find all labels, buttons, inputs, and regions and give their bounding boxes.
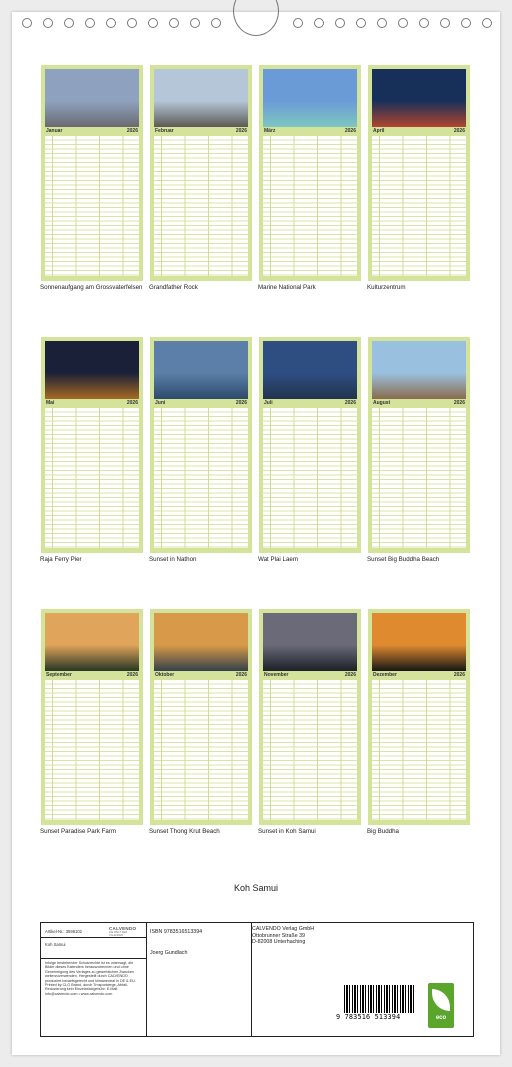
month-header: [45, 127, 139, 135]
photo-caption: Sunset in Nathon: [149, 556, 197, 563]
ring-hole: [398, 18, 408, 28]
month-photo: [45, 341, 139, 399]
month-year: 2026: [344, 672, 356, 678]
photo-caption: Wat Plai Laem: [258, 556, 299, 563]
isbn: ISBN 9783516513394: [150, 929, 203, 935]
month-name: Juni: [155, 400, 166, 406]
photo-caption: Sunset in Koh Samui: [258, 828, 316, 835]
month-name: Dezember: [373, 672, 397, 678]
ring-hole: [190, 18, 200, 28]
month-header: [263, 671, 357, 679]
photo-caption: Raja Ferry Pier: [40, 556, 82, 563]
product-title: Koh Samui: [45, 942, 66, 947]
month-year: 2026: [235, 128, 247, 134]
barcode: [336, 985, 418, 1021]
day-grid: [263, 680, 357, 820]
month-photo: [372, 341, 466, 399]
legal-notice: Infolge bestehender Schutzrechte ist es untersagt, die Bilder dieses Kalenders herauszutrennen und ohne Genehmigung des Verlages zu gewerblichen Zwecken weiterzuverwenden. Hergestellt durch CALVENDO produziert bedarfsgerecht und klimaneutral in DE & EU. Printed by CLO Brand, durch Trnsportwege, Abfall-Reduzierung kein Einzelstückgebühr. E-Mail: info@calvendo.com • www.calvendo.com: [45, 961, 136, 996]
month-header: [372, 127, 466, 135]
eco-label: eco: [435, 1015, 447, 1021]
barcode-bars: [344, 985, 416, 1013]
day-grid: [45, 680, 139, 820]
calvendo-logo: [109, 926, 141, 936]
month-name: Juli: [264, 400, 273, 406]
day-grid: [154, 680, 248, 820]
author: Joerg Gundlach: [150, 950, 188, 956]
month-year: 2026: [235, 400, 247, 406]
imprint-middle-column: [146, 923, 252, 1036]
ring-hole: [64, 18, 74, 28]
ring-hole: [293, 18, 303, 28]
photo-caption: Big Buddha: [367, 828, 399, 835]
ring-hole: [85, 18, 95, 28]
month-year: 2026: [126, 128, 138, 134]
month-name: Oktober: [155, 672, 175, 678]
month-panel: [367, 65, 470, 291]
ring-hole: [419, 18, 429, 28]
photo-caption: Sonnenaufgang am Grossvaterfelsen: [40, 284, 143, 291]
ring-hole: [148, 18, 158, 28]
ring-hole: [377, 18, 387, 28]
ring-hole: [211, 18, 221, 28]
month-photo: [372, 69, 466, 127]
month-panel: [258, 337, 361, 563]
day-grid: [263, 136, 357, 276]
photo-caption: Sunset Thong Krut Beach: [149, 828, 220, 835]
month-photo: [263, 613, 357, 671]
month-year: 2026: [344, 128, 356, 134]
month-name: März: [264, 128, 276, 134]
month-year: 2026: [453, 672, 465, 678]
month-panel: [367, 609, 470, 835]
leaf-icon: [432, 989, 450, 1011]
month-name: Mai: [46, 400, 55, 406]
month-header: [154, 671, 248, 679]
month-photo: [263, 69, 357, 127]
month-panel: [40, 609, 143, 835]
calvendo-tagline: DIE WELT DER KALENDER: [109, 931, 128, 937]
day-grid: [263, 408, 357, 548]
ring-hole: [335, 18, 345, 28]
month-photo: [154, 613, 248, 671]
month-panel: [40, 337, 143, 563]
ring-hole: [127, 18, 137, 28]
month-panel: [149, 65, 252, 291]
ring-hole: [440, 18, 450, 28]
month-year: 2026: [235, 672, 247, 678]
month-year: 2026: [126, 400, 138, 406]
photo-caption: Kulturzentrum: [367, 284, 406, 291]
publisher-street: Ottobrunner Straße 39: [252, 932, 305, 939]
day-grid: [45, 136, 139, 276]
month-photo: [154, 69, 248, 127]
month-photo: [263, 341, 357, 399]
month-name: April: [373, 128, 385, 134]
ring-hole: [314, 18, 324, 28]
month-name: August: [373, 400, 391, 406]
month-photo: [154, 341, 248, 399]
publisher-address: [252, 926, 314, 946]
month-panel: [149, 609, 252, 835]
month-panel: [258, 609, 361, 835]
day-grid: [372, 136, 466, 276]
month-panel: [367, 337, 470, 563]
day-grid: [372, 408, 466, 548]
month-name: November: [264, 672, 289, 678]
day-grid: [45, 408, 139, 548]
month-header: [263, 399, 357, 407]
imprint-left-column: [41, 923, 147, 1036]
month-header: [263, 127, 357, 135]
month-panel: [258, 65, 361, 291]
month-name: September: [46, 672, 72, 678]
photo-caption: Sunset Big Buddha Beach: [367, 556, 440, 563]
ring-hole: [106, 18, 116, 28]
day-grid: [154, 408, 248, 548]
ring-hole: [356, 18, 366, 28]
month-year: 2026: [453, 400, 465, 406]
month-year: 2026: [453, 128, 465, 134]
photo-caption: Marine National Park: [258, 284, 316, 291]
day-grid: [154, 136, 248, 276]
month-name: Januar: [46, 128, 63, 134]
ring-hole: [482, 18, 492, 28]
month-panel: [149, 337, 252, 563]
imprint-box: [40, 922, 474, 1037]
month-photo: [45, 613, 139, 671]
ring-hole: [22, 18, 32, 28]
month-header: [45, 399, 139, 407]
month-header: [154, 399, 248, 407]
day-grid: [372, 680, 466, 820]
calendar-title: Koh Samui: [233, 883, 279, 893]
month-header: [45, 671, 139, 679]
photo-caption: Grandfather Rock: [149, 284, 198, 291]
month-panel: [40, 65, 143, 291]
month-header: [372, 671, 466, 679]
ring-hole: [43, 18, 53, 28]
publisher-name: CALVENDO Verlag GmbH: [252, 926, 315, 932]
barcode-number: 9 783516 513394: [336, 1013, 401, 1021]
month-header: [372, 399, 466, 407]
month-photo: [372, 613, 466, 671]
month-year: 2026: [344, 400, 356, 406]
month-year: 2026: [126, 672, 138, 678]
month-header: [154, 127, 248, 135]
publisher-city: D-82008 Unterhaching: [252, 939, 306, 946]
calvendo-logo-text: CALVENDO: [109, 926, 137, 931]
photo-caption: Sunset Paradise Park Farm: [40, 828, 116, 835]
ring-hole: [169, 18, 179, 28]
eco-badge: [428, 983, 454, 1028]
ring-hole: [461, 18, 471, 28]
month-name: Februar: [155, 128, 174, 134]
month-photo: [45, 69, 139, 127]
article-number: Artikel-Nr.: 3596102: [45, 929, 83, 934]
